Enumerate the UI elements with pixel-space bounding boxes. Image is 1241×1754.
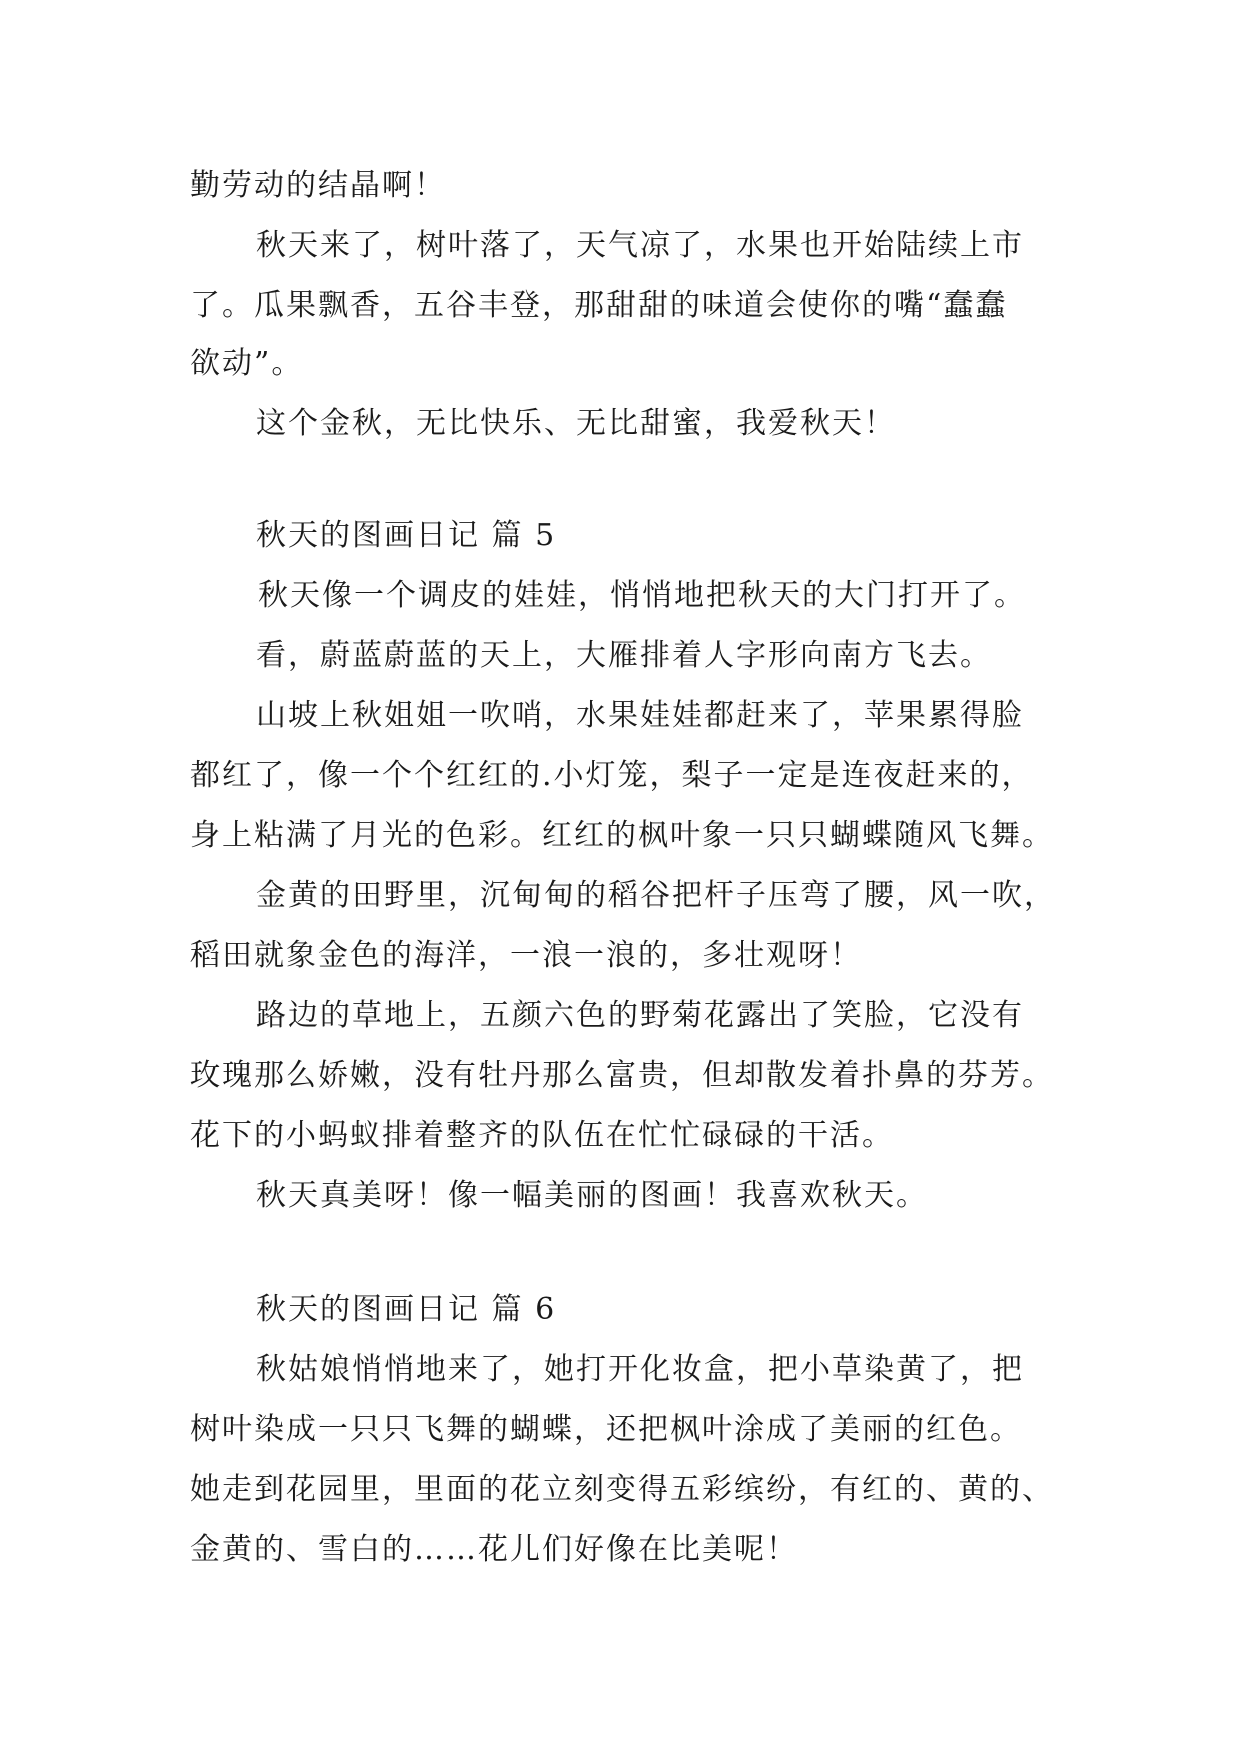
paragraph-line: 稻田就象金色的海洋，一浪一浪的，多壮观呀！ <box>190 938 862 973</box>
paragraph-line: 了。瓜果飘香，五谷丰登，那甜甜的味道会使你的嘴“蠢蠢 <box>190 288 1008 323</box>
paragraph-line: 都红了，像一个个红红的.小灯笼，梨子一定是连夜赶来的， <box>190 758 1034 793</box>
paragraph-line: 秋姑娘悄悄地来了，她打开化妆盒，把小草染黄了，把 <box>256 1352 1024 1387</box>
paragraph-line: 秋天像一个调皮的娃娃，悄悄地把秋天的大门打开了。 <box>258 578 1026 613</box>
paragraph-line: 这个金秋，无比快乐、无比甜蜜，我爱秋天！ <box>256 406 896 441</box>
paragraph-line: 秋天来了，树叶落了，天气凉了，水果也开始陆续上市 <box>256 228 1024 263</box>
paragraph-line: 树叶染成一只只飞舞的蝴蝶，还把枫叶涂成了美丽的红色。 <box>190 1412 1022 1447</box>
paragraph-line: 看，蔚蓝蔚蓝的天上，大雁排着人字形向南方飞去。 <box>256 638 992 673</box>
paragraph-line: 玫瑰那么娇嫩，没有牡丹那么富贵，但却散发着扑鼻的芬芳。 <box>190 1058 1054 1093</box>
paragraph-line: 山坡上秋姐姐一吹哨，水果娃娃都赶来了，苹果累得脸 <box>256 698 1024 733</box>
paragraph-line: 身上粘满了月光的色彩。红红的枫叶象一只只蝴蝶随风飞舞。 <box>190 818 1054 853</box>
paragraph-line: 花下的小蚂蚁排着整齐的队伍在忙忙碌碌的干活。 <box>190 1118 894 1153</box>
paragraph-line: 她走到花园里，里面的花立刻变得五彩缤纷，有红的、黄的、 <box>190 1472 1054 1507</box>
paragraph-line: 欲动”。 <box>190 346 304 381</box>
paragraph-line: 金黄的田野里，沉甸甸的稻谷把杆子压弯了腰，风一吹， <box>256 878 1056 913</box>
paragraph-line: 秋天真美呀！像一幅美丽的图画！我喜欢秋天。 <box>256 1178 928 1213</box>
section-title: 秋天的图画日记 篇 6 <box>256 1292 557 1327</box>
paragraph-line: 金黄的、雪白的……花儿们好像在比美呢！ <box>190 1532 798 1567</box>
paragraph-line: 路边的草地上，五颜六色的野菊花露出了笑脸，它没有 <box>256 998 1024 1033</box>
paragraph-line: 勤劳动的结晶啊！ <box>190 168 446 203</box>
section-title: 秋天的图画日记 篇 5 <box>256 518 557 553</box>
